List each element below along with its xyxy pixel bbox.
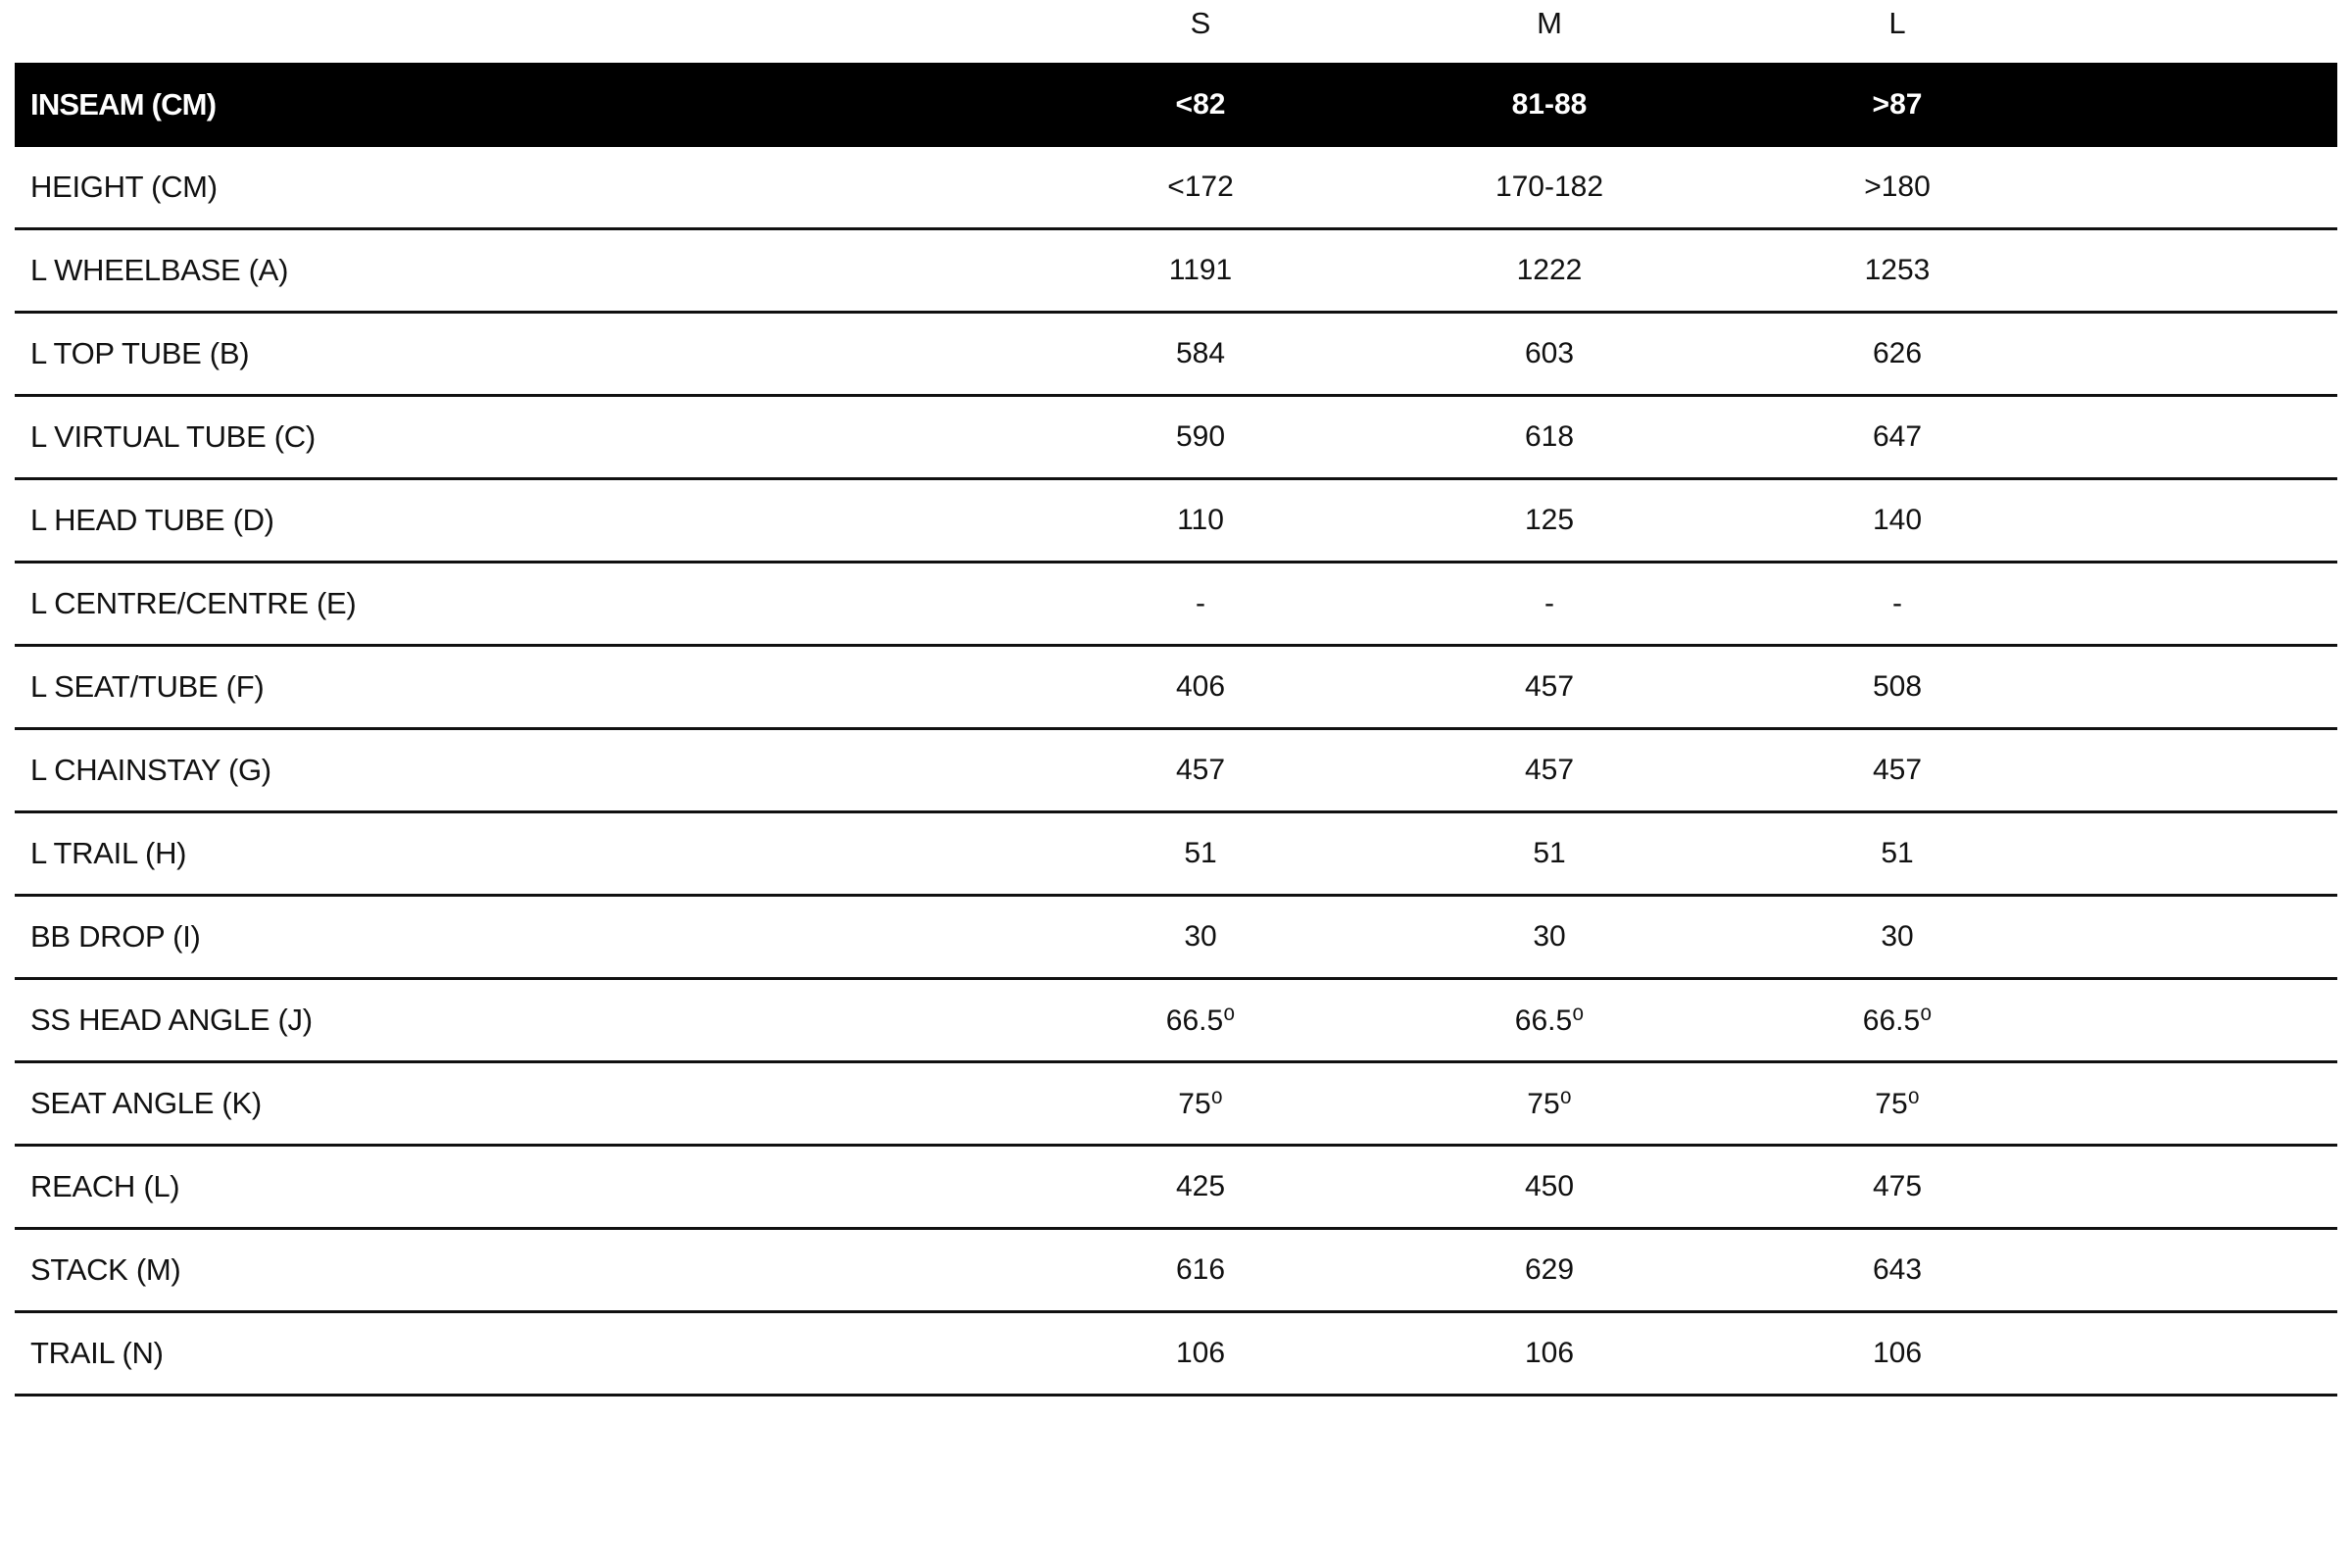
cell-m: 618: [1524, 420, 1575, 453]
cell-l: 1253: [1864, 254, 1931, 286]
cell-s: 406: [1175, 670, 1226, 703]
table-row-trail: [15, 1313, 2337, 1396]
cell-s: <82: [1175, 88, 1226, 121]
cell-s: <172: [1167, 171, 1234, 203]
cell-m: 457: [1524, 670, 1575, 703]
cell-s: 616: [1175, 1253, 1226, 1286]
row-label: L TOP TUBE (B): [30, 336, 250, 370]
table-row-reach: [15, 1147, 2337, 1230]
row-label: L SEAT/TUBE (F): [30, 669, 265, 704]
cell-s: 66.5⁰: [1165, 1004, 1236, 1037]
row-label: STACK (M): [30, 1252, 181, 1287]
geometry-table: [15, 0, 2337, 1396]
row-label: L WHEELBASE (A): [30, 253, 289, 287]
row-label: L HEAD TUBE (D): [30, 503, 274, 537]
row-label: SS HEAD ANGLE (J): [30, 1003, 313, 1037]
table-row-chainstay: [15, 730, 2337, 813]
table-row-top-tube: [15, 314, 2337, 397]
cell-l: 643: [1872, 1253, 1923, 1286]
row-label: SEAT ANGLE (K): [30, 1086, 262, 1120]
table-row-inseam: [15, 63, 2337, 147]
cell-l: 66.5⁰: [1862, 1004, 1933, 1037]
cell-s: -: [1196, 587, 1205, 619]
cell-s: 425: [1175, 1170, 1226, 1202]
cell-s: 457: [1175, 754, 1226, 786]
row-label: TRAIL (N): [30, 1336, 164, 1370]
cell-l: -: [1892, 587, 1902, 619]
table-row-seat-angle: [15, 1063, 2337, 1147]
row-label: L TRAIL (H): [30, 836, 187, 870]
table-row-centre-centre: [15, 564, 2337, 647]
size-header-row: [15, 0, 2337, 63]
cell-m: 81-88: [1511, 88, 1588, 121]
table-row-height: [15, 147, 2337, 230]
cell-s: 30: [1184, 920, 1217, 953]
cell-s: 590: [1175, 420, 1226, 453]
cell-s: 584: [1175, 337, 1226, 369]
cell-m: 603: [1524, 337, 1575, 369]
cell-l: >87: [1872, 88, 1923, 121]
row-label: BB DROP (I): [30, 919, 201, 954]
row-label: L VIRTUAL TUBE (C): [30, 419, 316, 454]
size-header-s: S: [1190, 6, 1211, 40]
cell-l: 75⁰: [1875, 1087, 1920, 1120]
cell-l: 30: [1881, 920, 1914, 953]
cell-s: 106: [1175, 1337, 1226, 1369]
cell-m: 629: [1524, 1253, 1575, 1286]
cell-l: 106: [1872, 1337, 1923, 1369]
cell-m: 106: [1524, 1337, 1575, 1369]
cell-l: 475: [1872, 1170, 1923, 1202]
table-row-wheelbase: [15, 230, 2337, 314]
cell-m: 75⁰: [1527, 1087, 1572, 1120]
row-label: L CHAINSTAY (G): [30, 753, 271, 787]
row-label: INSEAM (CM): [30, 87, 217, 122]
cell-m: 170-182: [1494, 171, 1604, 203]
table-row-head-angle: [15, 980, 2337, 1063]
cell-s: 1191: [1168, 254, 1233, 286]
row-label: REACH (L): [30, 1169, 180, 1203]
cell-s: 110: [1177, 504, 1224, 536]
table-row-seat-tube: [15, 647, 2337, 730]
cell-m: 30: [1533, 920, 1566, 953]
size-header-m: M: [1537, 6, 1562, 40]
table-row-l-trail: [15, 813, 2337, 897]
cell-m: 125: [1524, 504, 1575, 536]
table-row-head-tube: [15, 480, 2337, 564]
cell-l: 508: [1872, 670, 1923, 703]
table-row-virtual-tube: [15, 397, 2337, 480]
cell-m: 457: [1524, 754, 1575, 786]
cell-s: 51: [1184, 837, 1217, 869]
row-label: HEIGHT (CM): [30, 170, 218, 204]
cell-l: 457: [1872, 754, 1923, 786]
cell-l: 626: [1872, 337, 1923, 369]
cell-m: 51: [1533, 837, 1566, 869]
cell-m: 66.5⁰: [1514, 1004, 1585, 1037]
size-header-l: L: [1888, 6, 1906, 40]
cell-l: >180: [1864, 171, 1931, 203]
table-row-bb-drop: [15, 897, 2337, 980]
row-label: L CENTRE/CENTRE (E): [30, 586, 357, 620]
cell-m: -: [1544, 587, 1554, 619]
table-row-stack: [15, 1230, 2337, 1313]
cell-l: 51: [1881, 837, 1914, 869]
cell-s: 75⁰: [1178, 1087, 1223, 1120]
cell-l: 140: [1872, 504, 1923, 536]
cell-m: 450: [1524, 1170, 1575, 1202]
cell-l: 647: [1872, 420, 1923, 453]
cell-m: 1222: [1516, 254, 1583, 286]
